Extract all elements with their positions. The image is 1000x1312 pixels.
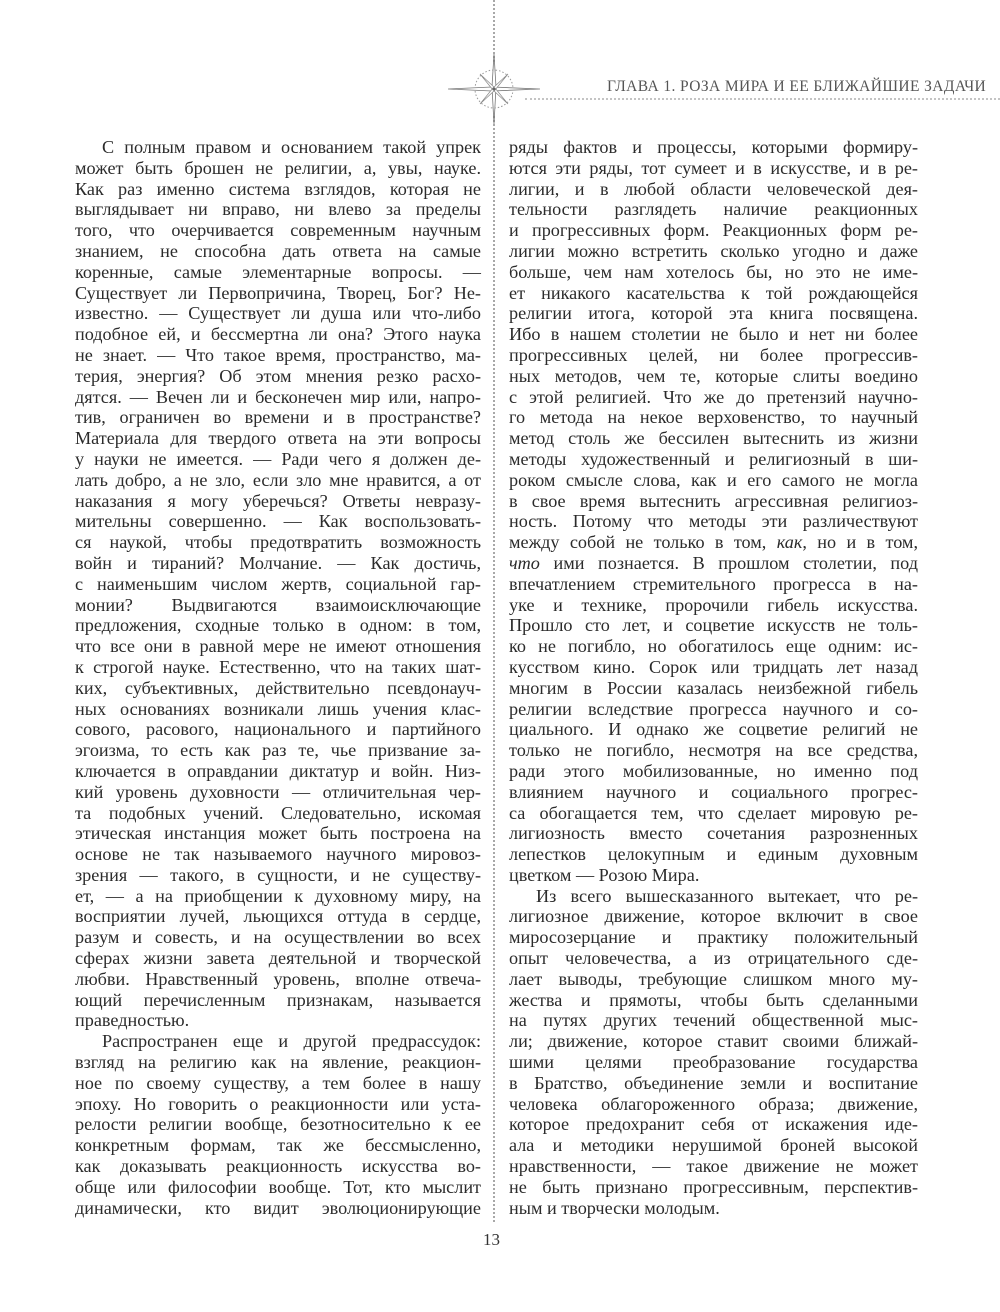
text-line: ключается в оправдании диктатур и войн. Низ- — [75, 760, 481, 781]
text-line: ко не погибло, но обогатилось еще одним: ис- — [509, 636, 918, 657]
running-header: ГЛАВА 1. РОЗА МИРА И ЕЕ БЛИЖАЙШИЕ ЗАДАЧИ — [607, 78, 987, 95]
text-line: эпоху. Но говорить о реакционности или уста- — [75, 1093, 481, 1114]
text-line: уке и технике, пророчили гибель искусства. — [509, 594, 918, 615]
text-line: кусством кино. Сорок или тридцать лет назад — [509, 656, 918, 677]
text-line: циального. И однако же соцветие религий не — [509, 719, 918, 740]
text-segment: между собой не только в том, — [509, 532, 777, 553]
text-line: известно. — Существует ли душа или что-либо — [75, 303, 481, 324]
text-line: может быть брошен не религии, а, увы, науке. — [75, 157, 481, 178]
text-line: динамически, кто видит эволюционирующие — [75, 1197, 481, 1218]
text-line: са обогащается тем, что сделает мировую ре- — [509, 802, 918, 823]
text-line: ких, субъективных, действительно псевдонауч- — [75, 677, 481, 698]
header-dotted-rule — [525, 98, 1000, 100]
text-line: с этой религией. Что же до претензий научно- — [509, 386, 918, 407]
text-line — [509, 532, 918, 553]
text-line: выглядывает ни вправо, ни влево за пределы — [75, 199, 481, 220]
text-line: ет никакого касательства к той рождающейся — [509, 282, 918, 303]
text-line: нравственности, — такое движение не может — [509, 1156, 918, 1177]
text-line: релости религии вообще, безотносительно к ее — [75, 1114, 481, 1135]
text-line: коренные, самые элементарные вопросы. — — [75, 261, 481, 282]
center-dotted-divider — [493, 0, 495, 1222]
text-line: зрения — такого, в сущности, и не существу- — [75, 864, 481, 885]
text-line: терия, энергия? Об этом мнения резко расхо- — [75, 365, 481, 386]
text-line: войн и тираний? Молчание. — Как достичь, — [75, 552, 481, 573]
text-line: обще или философии вообще. Тот, кто мыслит — [75, 1176, 481, 1197]
text-line: ются эти ряды, тот сумеет и в искусстве, и в ре- — [509, 157, 918, 178]
text-line: и прогрессивных форм. Реакционных форм ре- — [509, 220, 918, 241]
text-line: Как раз именно система взглядов, которая не — [75, 178, 481, 199]
text-line: в Братство, объединение земли и воспитание — [509, 1072, 918, 1093]
text-line: предложения, сходные только в одном: в том, — [75, 615, 481, 636]
compass-rose-icon — [448, 52, 540, 126]
text-line: у науки не имеется. — Ради чего я должен де- — [75, 448, 481, 469]
text-line: этическая инстанция может быть построена на — [75, 823, 481, 844]
text-line: го метода на некое верховенство, то научный — [509, 407, 918, 428]
text-line: лепестков целокупным и единым духовным — [509, 844, 918, 865]
text-line — [509, 553, 918, 574]
text-line: С полным правом и основанием такой упрек — [102, 137, 481, 157]
text-line: лает выводы, требующие слишком много му- — [509, 968, 918, 989]
text-line: того, что очерчивается современным научным — [75, 220, 481, 241]
text-line: восприятии лучей, льющихся оттуда в сердце, — [75, 906, 481, 927]
text-line: тив, ограничен во времени и в пространстве? — [75, 407, 481, 428]
text-line: миросозерцание и практику положительный — [509, 927, 918, 948]
paragraph — [509, 137, 918, 886]
italic-emphasis: как — [776, 532, 803, 553]
text-line: Распространен еще и другой предрассудок: — [102, 1031, 481, 1052]
text-line: не быть признано прогрессивным, перспектив- — [509, 1176, 918, 1197]
text-line: дятся. — Вечен ли и бесконечен мир или, напро- — [75, 386, 481, 407]
text-line: в свое время вытеснить агрессивная религиоз- — [509, 490, 918, 511]
text-segment: , но и в том, — [802, 532, 918, 553]
text-line: метод столь же бессилен вытеснить из жизни — [509, 428, 918, 449]
text-column-left — [75, 137, 481, 1218]
text-line: Прошло сто лет, и соцветие искусств не толь- — [509, 615, 918, 636]
text-line: больше, чем нам хотелось бы, но это не име- — [509, 261, 918, 282]
text-line: взгляд на религию как на явление, реакцион- — [75, 1052, 481, 1073]
text-line: лигиозное движение, которое включит в свое — [509, 906, 918, 927]
paragraph — [509, 886, 918, 1219]
text-line: мительны совершенно. — Как воспользовать- — [75, 511, 481, 532]
text-column-right — [509, 137, 918, 1218]
text-line: ради этого мобилизованные, но именно под — [509, 760, 918, 781]
text-line: Из всего вышесказанного вытекает, что ре- — [536, 885, 918, 906]
text-line: наказания я могу уберечься? Ответы невразу- — [75, 490, 481, 511]
text-line: ли; движение, которое ставит своими ближай- — [509, 1031, 918, 1052]
text-line: разум и совесть, и на осуществлении во всех — [75, 927, 481, 948]
text-line: ет, — а на приобщении к духовному миру, на — [75, 885, 481, 906]
text-line: ных основаниях возникали лишь учения клас- — [75, 698, 481, 719]
text-line: с наименьшим числом жертв, социальной гар- — [75, 573, 481, 594]
text-line: ных методов, чем те, которые слиты воедино — [509, 365, 918, 386]
text-line: сового, расового, национального и партийного — [75, 719, 481, 740]
text-line: опыт человечества, а из отрицательного сде- — [509, 948, 918, 969]
text-line: праведностью. — [75, 1010, 190, 1031]
paragraph — [75, 137, 481, 1031]
text-line: ала и методики нерушимой броней высокой — [509, 1135, 918, 1156]
text-line: религии вследствие прогресса научного и со- — [509, 698, 918, 719]
text-line: шими целями преобразование государства — [509, 1052, 918, 1073]
text-line: религии итога, которой эта книга посвящена. — [509, 303, 918, 324]
text-line: Материала для твердого ответа на эти вопросы — [75, 428, 481, 449]
text-line: кий уровень духовности — отличительная чер- — [75, 781, 481, 802]
text-line: к строгой науке. Естественно, что на таких шат- — [75, 656, 481, 677]
text-line: основе не так называемого научного мировоз- — [75, 844, 481, 865]
text-line: роком смысле слова, как и его самого не могла — [509, 469, 918, 490]
text-line: лигии можно встретить сколько угодно и даже — [509, 240, 918, 261]
text-line: ное по своему существу, а тем более в нашу — [75, 1072, 481, 1093]
text-line: влиянием научного и социального прогрес- — [509, 781, 918, 802]
text-line: ющий перечисленным признакам, называется — [75, 989, 481, 1010]
text-line: только не погибло, несмотря на все средства, — [509, 740, 918, 761]
text-segment: ими познается. В прошлом столетии, под — [539, 552, 918, 573]
text-line: подобное ей, и бессмертна ли она? Этого наука — [75, 324, 481, 345]
text-line: не знает. — Что такое время, пространство, ма- — [75, 344, 481, 365]
text-line: любви. Нравственный уровень, вполне отвеча- — [75, 968, 481, 989]
text-line: тельности разглядеть наличие реакционных — [509, 199, 918, 220]
text-line: ся наукой, чтобы предотвратить возможность — [75, 532, 481, 553]
text-line: что все они в равной мере не имеют отношения — [75, 636, 481, 657]
text-line: ность. Потому что методы эти различествуют — [509, 511, 918, 532]
text-line: лать добро, а не зло, если зло мне нравится, а от — [75, 469, 481, 490]
text-line: лигиозность вместо сочетания разрозненных — [509, 823, 918, 844]
text-line: та подобных учений. Следовательно, искомая — [75, 802, 481, 823]
text-line: человека облагороженного образа; движение, — [509, 1093, 918, 1114]
text-line: сферах жизни завета деятельной и творческой — [75, 948, 481, 969]
text-line: прогрессивных целей, ни более прогрессив- — [509, 344, 918, 365]
text-line: конкретным формам, так же бессмысленно, — [75, 1135, 481, 1156]
text-line: впечатлением стремительного прогресса в на- — [509, 573, 918, 594]
italic-emphasis: что — [509, 552, 540, 573]
text-line: цветком — Розою Мира. — [509, 864, 700, 885]
text-line: как доказывать реакционность искусства во- — [75, 1156, 481, 1177]
text-line: методы художественный и религиозный в ши- — [509, 448, 918, 469]
text-line: многим в России казалась неизбежной гибель — [509, 677, 918, 698]
text-line: которое предохранит себя от искажения иде- — [509, 1114, 918, 1135]
text-line: на путях других течений общественной мыс- — [509, 1010, 918, 1031]
text-line: эгоизма, то есть как раз те, чье призвание за- — [75, 740, 481, 761]
paragraph — [75, 1031, 481, 1218]
page-number: 13 — [483, 1230, 500, 1249]
text-line: знанием, не способна дать ответа на самые — [75, 240, 481, 261]
text-line: ным и творчески молодым. — [509, 1197, 720, 1218]
text-line: ряды фактов и процессы, которыми формиру- — [509, 137, 918, 157]
text-line: Ибо в нашем столетии не было и нет ни более — [509, 324, 918, 345]
text-line: монии? Выдвигаются взаимоисключающие — [75, 594, 481, 615]
text-line: лигии, и в любой области человеческой дея- — [509, 178, 918, 199]
text-line: Существует ли Первопричина, Творец, Бог? Не- — [75, 282, 481, 303]
text-line: жества и прямоты, чтобы быть сделанными — [509, 989, 918, 1010]
